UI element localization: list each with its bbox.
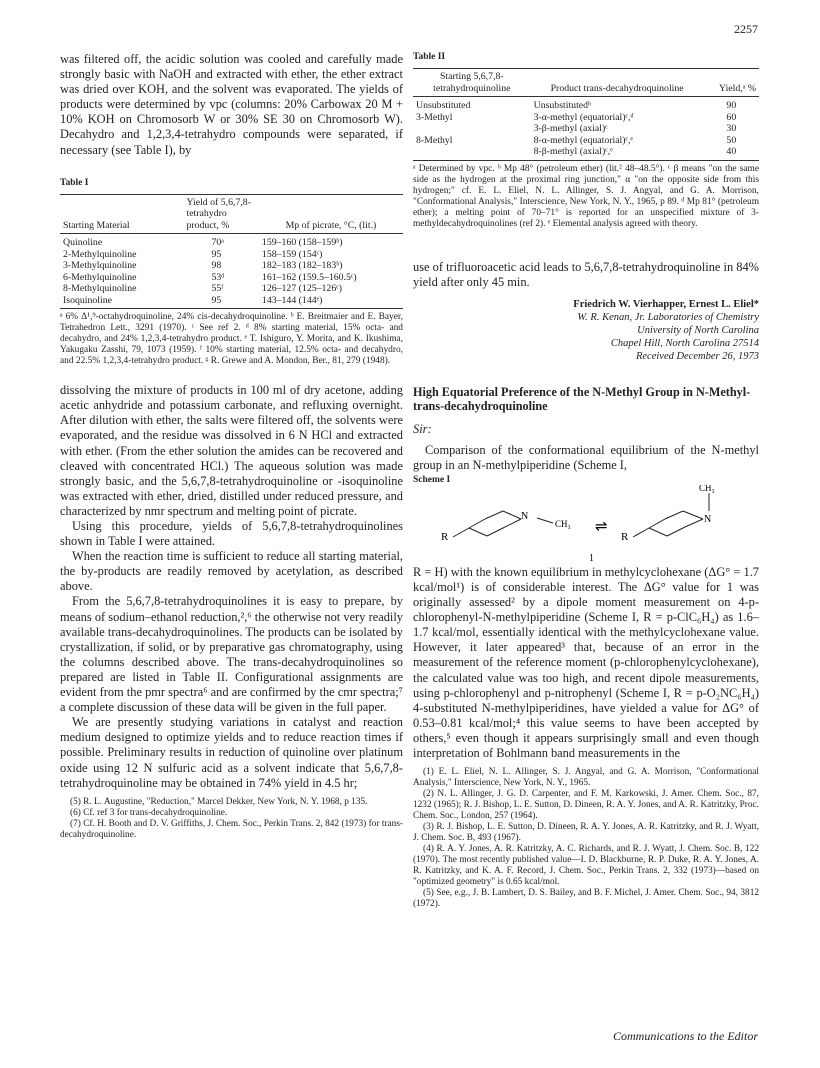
reference: (7) Cf. H. Booth and D. V. Griffiths, J. Chem. Soc., Perkin Trans. 2, 842 (1973) for trans-decahydroquinoline.: [60, 818, 403, 840]
table-header: Yield of 5,6,7,8-tetrahydro product, %: [183, 194, 258, 234]
table-row: [413, 146, 759, 160]
scheme-diagram: [413, 485, 759, 565]
page-number: 2257: [734, 22, 758, 36]
table-cell: 70ᵃ: [211, 237, 224, 249]
table-cell: 3-Methyl: [416, 111, 453, 123]
table-header: Starting Material: [60, 194, 183, 234]
table-cell: 3-Methylquinoline: [63, 260, 137, 272]
scheme-r-left: R: [441, 530, 449, 543]
journal-footer: Communications to the Editor: [613, 1029, 758, 1043]
scheme-label: Scheme I: [413, 474, 451, 485]
table-row: [60, 272, 403, 284]
paragraph: use of trifluoroacetic acid leads to 5,6,7,8-tetrahydroquinoline in 84% yield after only 45 min.: [413, 259, 759, 289]
table-row: [413, 135, 759, 147]
table-cell: 98: [211, 260, 222, 272]
affiliation: W. R. Kenan, Jr. Laboratories of Chemistry: [577, 311, 759, 323]
affiliation: University of North Carolina: [637, 324, 759, 336]
table-row: [60, 283, 403, 295]
table-cell: [413, 123, 531, 135]
received-date: Received December 26, 1973: [635, 350, 759, 362]
table-row: [413, 112, 759, 124]
table-cell: 8-β-methyl (axial)ᶜ,ᵉ: [531, 146, 704, 160]
table-cell: 60: [726, 111, 737, 123]
reference: (2) N. L. Allinger, J. G. D. Carpenter, and F. M. Karkowski, J. Amer. Chem. Soc., 87, 1232 (1965); R. J. Bishop, L. E. Sutton, D. Dineen, R. A. Y. Jones, and A. R. Katritzky, Proc. Chem. Soc., London, 257 (1964).: [413, 789, 759, 822]
reference: (4) R. A. Y. Jones, A. R. Katritzky, A. C. Richards, and R. J. Wyatt, J. Chem. Soc. B, 122 (1970). The most recently published value—I. D. Blackburne, R. P. Duke, R. A. Y. Jones, A. R. Katritzky, and K. A. F. Record, J. Chem. Soc., Perkin Trans. 2, 332 (1973)—based on "optimized geometry" is 0.65 kcal/mol.: [413, 844, 759, 888]
paragraph: was filtered off, the acidic solution was cooled and carefully made strongly basic with NaOH and extracted with ether, the ether extract was dried over KOH, and the solvent was evaporated. The yields of products were determined by vpc (columns: 20% Carbowax 20 M + 10% KOH on Chromosorb W or 30% SE 30 on Chromosorb W). Decahydro and 1,2,3,4-tetrahydro compounds were separated, if necessary (see Table I), by: [60, 52, 403, 157]
table-cell: 55ᶠ: [211, 283, 224, 295]
table-cell: 95: [183, 295, 258, 309]
table-header: Starting 5,6,7,8-tetrahydroquinoline: [413, 69, 531, 97]
table-1-title: Table I: [60, 177, 89, 188]
table-cell: 143–144 (144ᵉ): [259, 295, 403, 309]
article-heading: High Equatorial Preference of the N-Methyl Group in N-Methyl-trans-decahydroquinoline: [413, 384, 751, 414]
paragraph: Comparison of the conformational equilibrium of the N-methyl group in an N-methylpiperidine (Scheme I,: [413, 442, 759, 472]
scheme-ch3-right: CH₃: [699, 484, 715, 493]
table-cell: 90: [726, 100, 737, 111]
table-row: [60, 260, 403, 272]
affiliation: Chapel Hill, North Carolina 27514: [610, 337, 759, 349]
table-cell: 159–160 (158–159ᵇ): [261, 237, 343, 249]
scheme-n-left: N: [521, 510, 529, 522]
scheme-compound-number: 1: [589, 552, 594, 564]
table-header: Yield,ᵃ %: [704, 69, 759, 97]
table-cell: 8-Methyl: [416, 134, 453, 146]
paragraph: When the reaction time is sufficient to reduce all starting material, the by-products are readily removed by acetylation, as described above.: [60, 549, 403, 594]
table-cell: Quinoline: [63, 237, 103, 249]
table-cell: Unsubstituted: [416, 100, 471, 111]
left-column: [60, 52, 403, 841]
author-names: Friedrich W. Vierhapper, Ernest L. Eliel*: [573, 298, 759, 310]
table-cell: 161–162 (159.5–160.5ᶜ): [261, 271, 357, 283]
reference: (5) See, e.g., J. B. Lambert, D. S. Bailey, and B. F. Michel, J. Amer. Chem. Soc., 94, 3812 (1972).: [413, 888, 759, 910]
table-cell: 40: [704, 146, 759, 160]
table-1: [60, 194, 403, 310]
table-cell: 2-Methylquinoline: [63, 248, 137, 260]
table-2-footnote: ᵃ Determined by vpc. ᵇ Mp 48° (petroleum ether) (lit.² 48–48.5°). ᶜ β means "on the same side as the hydrogen at the proximal ring junction," α "on the opposite side from this hydrogen;" cf. E. L. Eliel, N. L. Allinger, S. J. Angyal, and G. A. Morrison, "Conformational Analysis," Interscience, New York, N. Y., 1965, p 89. ᵈ Mp 81° (petroleum ether); a melting point of 70–71° is reported for an unspecified mixture of 3-methyldecahydroquinolines (ref 2). ᵉ Elemental analysis agreed with theory.: [413, 163, 759, 229]
salutation: Sir:: [413, 421, 432, 436]
table-cell: 3-α-methyl (equatorial)ᶜ,ᵈ: [533, 111, 634, 123]
paragraph: dissolving the mixture of products in 100 ml of dry acetone, adding acetic anhydride and potassium carbonate, and refluxing overnight. After dilution with ether, the salts were filtered off, the solvents were evaporated, and the residue was dissolved in 6 N HCl and extracted with ether. (From the ether solution the amides can be recovered and cleaved with concentrated HCl.) The aqueous solution was made strongly basic, and the 5,6,7,8-tetrahydroquinoline or -isoquinoline was extracted with ether, dried, distilled under reduced pressure, and characterized by nmr spectrum and melting point of picrate.: [60, 383, 403, 518]
reference: (1) E. L. Eliel, N. L. Allinger, S. J. Angyal, and G. A. Morrison, "Conformational Analysis," Interscience, New York, N. Y., 1965.: [413, 767, 759, 789]
scheme-n-right: N: [704, 513, 712, 525]
author-signature: [413, 298, 759, 363]
right-column: [413, 52, 759, 910]
table-cell: 6-Methylquinoline: [63, 271, 137, 283]
table-row: [60, 234, 403, 249]
table-row: [60, 249, 403, 261]
table-1-footnote: ᵃ 6% Δ¹,⁹-octahydroquinoline, 24% cis-decahydroquinoline. ᵇ E. Breitmaier and E. Bayer, Tetrahedron Lett., 3291 (1970). ᶜ See ref 2. ᵈ 8% starting material, 15% octa- and decahydro, and 24% 1,2,3,4-tetrahydro product. ᵉ T. Ishiguro, Y. Morita, and K. Ikushima, Yakugaku Zasshi, 79, 1073 (1959). ᶠ 10% starting material, 12.5% octa- and decahydro, and 22.5% 1,2,3,4-tetrahydro product. ᵍ R. Grewe and A. Mondon, Ber., 81, 279 (1948).: [60, 312, 403, 367]
table-cell: 95: [211, 248, 222, 260]
table-row: [413, 123, 759, 135]
table-row: [413, 97, 759, 112]
table-2-title: Table II: [413, 52, 446, 62]
table-cell: 8-α-methyl (equatorial)ᶜ,ᵉ: [533, 134, 634, 146]
scheme-structure: [413, 485, 759, 565]
reference: (5) R. L. Augustine, "Reduction," Marcel Dekker, New York, N. Y. 1968, p 135.: [70, 796, 368, 807]
table-cell: 3-β-methyl (axial)ᶜ: [533, 123, 608, 134]
table-header: Product trans-decahydroquinoline: [531, 69, 704, 97]
reference: (6) Cf. ref 3 for trans-decahydroquinoline.: [70, 807, 228, 818]
paragraph: Using this procedure, yields of 5,6,7,8-tetrahydroquinolines shown in Table I were attained.: [60, 519, 403, 549]
paragraph: We are presently studying variations in catalyst and reaction medium designed to optimize yields and to reduce reaction times if possible. Preliminary results in reduction of quinoline over platinum oxide using 12 N sulfuric acid as a solvent indicate that 5,6,7,8-tetrahydroquinoline may be obtained in 74% yield in 4.5 hr;: [60, 715, 403, 790]
table-cell: Unsubstitutedᵇ: [533, 100, 592, 111]
table-2: [413, 68, 759, 161]
scheme-ch3-left: CH₃: [555, 518, 571, 529]
table-cell: 158–159 (154ᶜ): [261, 248, 323, 260]
table-row: [60, 295, 403, 309]
reference: (3) R. J. Bishop, L. E. Sutton, D. Dineen, R. A. Y. Jones, A. R. Katritzky, and R. J. Wyatt, J. Chem. Soc. B, 493 (1967).: [413, 822, 759, 844]
table-cell: 50: [726, 134, 737, 146]
table-cell: 182–183 (182–183ᵇ): [261, 260, 343, 272]
table-cell: 30: [726, 123, 737, 134]
table-cell: 126–127 (125–126ᶜ): [261, 283, 342, 295]
paragraph: From the 5,6,7,8-tetrahydroquinolines it is easy to prepare, by means of sodium–ethanol reduction,²,⁶ the otherwise not very readily available trans-decahydroquinolines. The products can be isolated by crystallization, if solid, or by preparative gas chromatography, using the columns described above. The trans-decahydroquinolines so prepared are listed in Table II. Configurational assignments are evident from the pmr spectra⁶ and are confirmed by the cmr spectra;⁷ a complete discussion of these data will be given in the full paper.: [60, 594, 403, 715]
table-cell: 53ᵈ: [211, 271, 225, 283]
references-left: [60, 797, 403, 841]
table-cell: [413, 146, 531, 160]
table-header: Mp of picrate, °C, (lit.): [259, 194, 403, 234]
table-cell: 8-Methylquinoline: [63, 283, 137, 295]
paragraph: R = H) with the known equilibrium in methylcyclohexane (ΔG° = 1.7 kcal/mol¹) is of considerable interest. The ΔG° value for 1 was originally assessed² by a dipole moment measurement on 4-p-chlorophenyl-N-methylpiperidine (Scheme I, R = p-ClC₆H₄) as 1.6–1.7 kcal/mol, essentially identical with the methylcyclohexane value. However, it later appeared³ that, because of an error in the measurement of the reference moment (p-chlorophenylcyclohexane), the calculated value was too high, and recent dipole measurements, using p-chlorophenyl and p-nitrophenyl (Scheme I, R = p-O₂NC₆H₄) 4-substituted N-methylpiperidines, have yielded a value for ΔG° of 0.53–0.81 kcal/mol;⁴ this value seems to have been accepted by others,⁵ even though it appears surprisingly small and even though interpretation of Bohlmann band measurements in the: [413, 564, 759, 760]
references-right: [413, 767, 759, 910]
scheme-r-right: R: [621, 530, 629, 543]
table-cell: Isoquinoline: [60, 295, 183, 309]
scheme-equilibrium-arrow: ⇌: [595, 516, 608, 535]
